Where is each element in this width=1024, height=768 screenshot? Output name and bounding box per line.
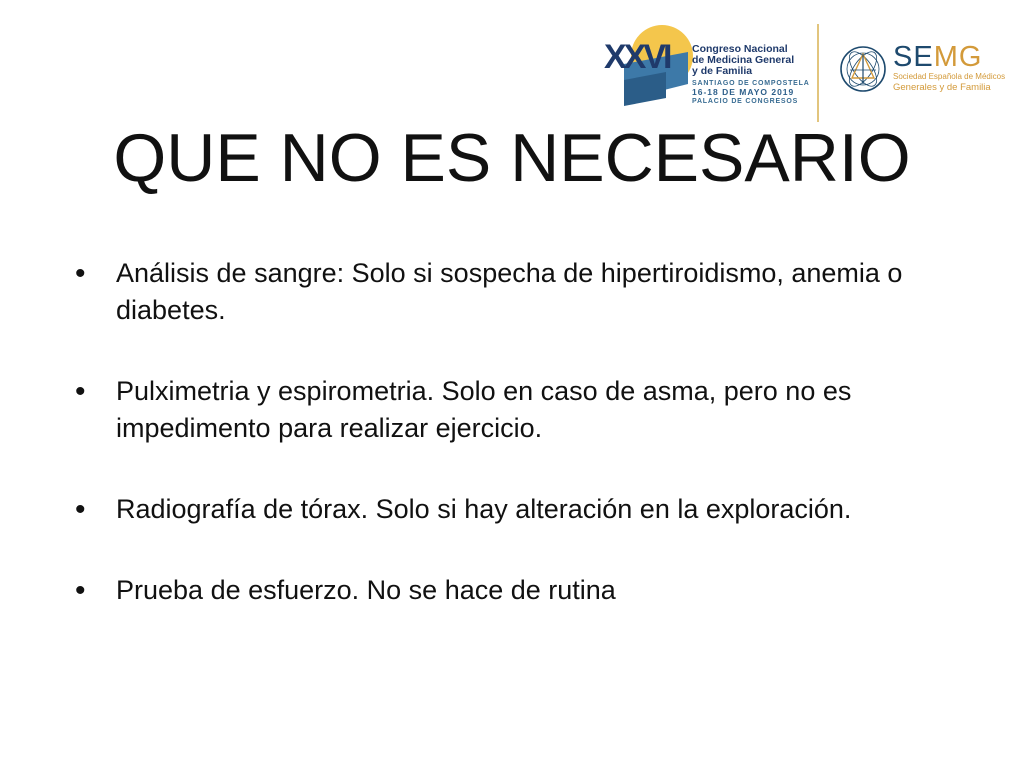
bullet-dot-icon: • [75, 257, 86, 290]
bullet-item [75, 255, 975, 329]
semg-name-part-1: SE [893, 41, 934, 73]
bullet-dot-icon: • [75, 493, 86, 526]
congress-dates: 16-18 DE MAYO 2019 [692, 87, 795, 97]
semg-logo-text [893, 42, 1005, 94]
congress-name-line-2: de Medicina General [692, 54, 795, 66]
semg-subtitle-line-2: Generales y de Familia [893, 82, 991, 93]
bullet-item [75, 373, 975, 447]
bullet-item [75, 572, 975, 609]
bullet-text: Análisis de sangre: Solo si sospecha de hipertiroidismo, anemia o diabetes. [116, 258, 903, 325]
bullet-text: Prueba de esfuerzo. No se hace de rutina [116, 575, 616, 605]
semg-subtitle-line-1: Sociedad Española de Médicos [893, 72, 1006, 81]
congress-name-line-1: Congreso Nacional [692, 43, 788, 55]
semg-name [893, 42, 1005, 72]
bullet-text: Pulximetria y espirometria. Solo en caso de asma, pero no es impedimento para realizar ejercicio. [116, 376, 852, 443]
congress-venue: PALACIO DE CONGRESOS [692, 98, 799, 105]
congress-numeral: XXVI [604, 38, 670, 76]
bullet-text: Radiografía de tórax. Solo si hay alteración en la exploración. [116, 494, 852, 524]
semg-emblem-icon [838, 44, 888, 94]
logo-divider [817, 24, 819, 122]
slide-title: QUE NO ES NECESARIO [113, 120, 911, 196]
bullet-list [75, 255, 975, 609]
congress-name-line-3: y de Familia [692, 65, 753, 77]
bullet-dot-icon: • [75, 574, 86, 607]
bullet-item [75, 491, 975, 528]
congress-city: SANTIAGO DE COMPOSTELA [692, 80, 810, 87]
congress-logo-text [692, 44, 812, 106]
bullet-dot-icon: • [75, 375, 86, 408]
semg-name-part-2: MG [933, 41, 983, 73]
